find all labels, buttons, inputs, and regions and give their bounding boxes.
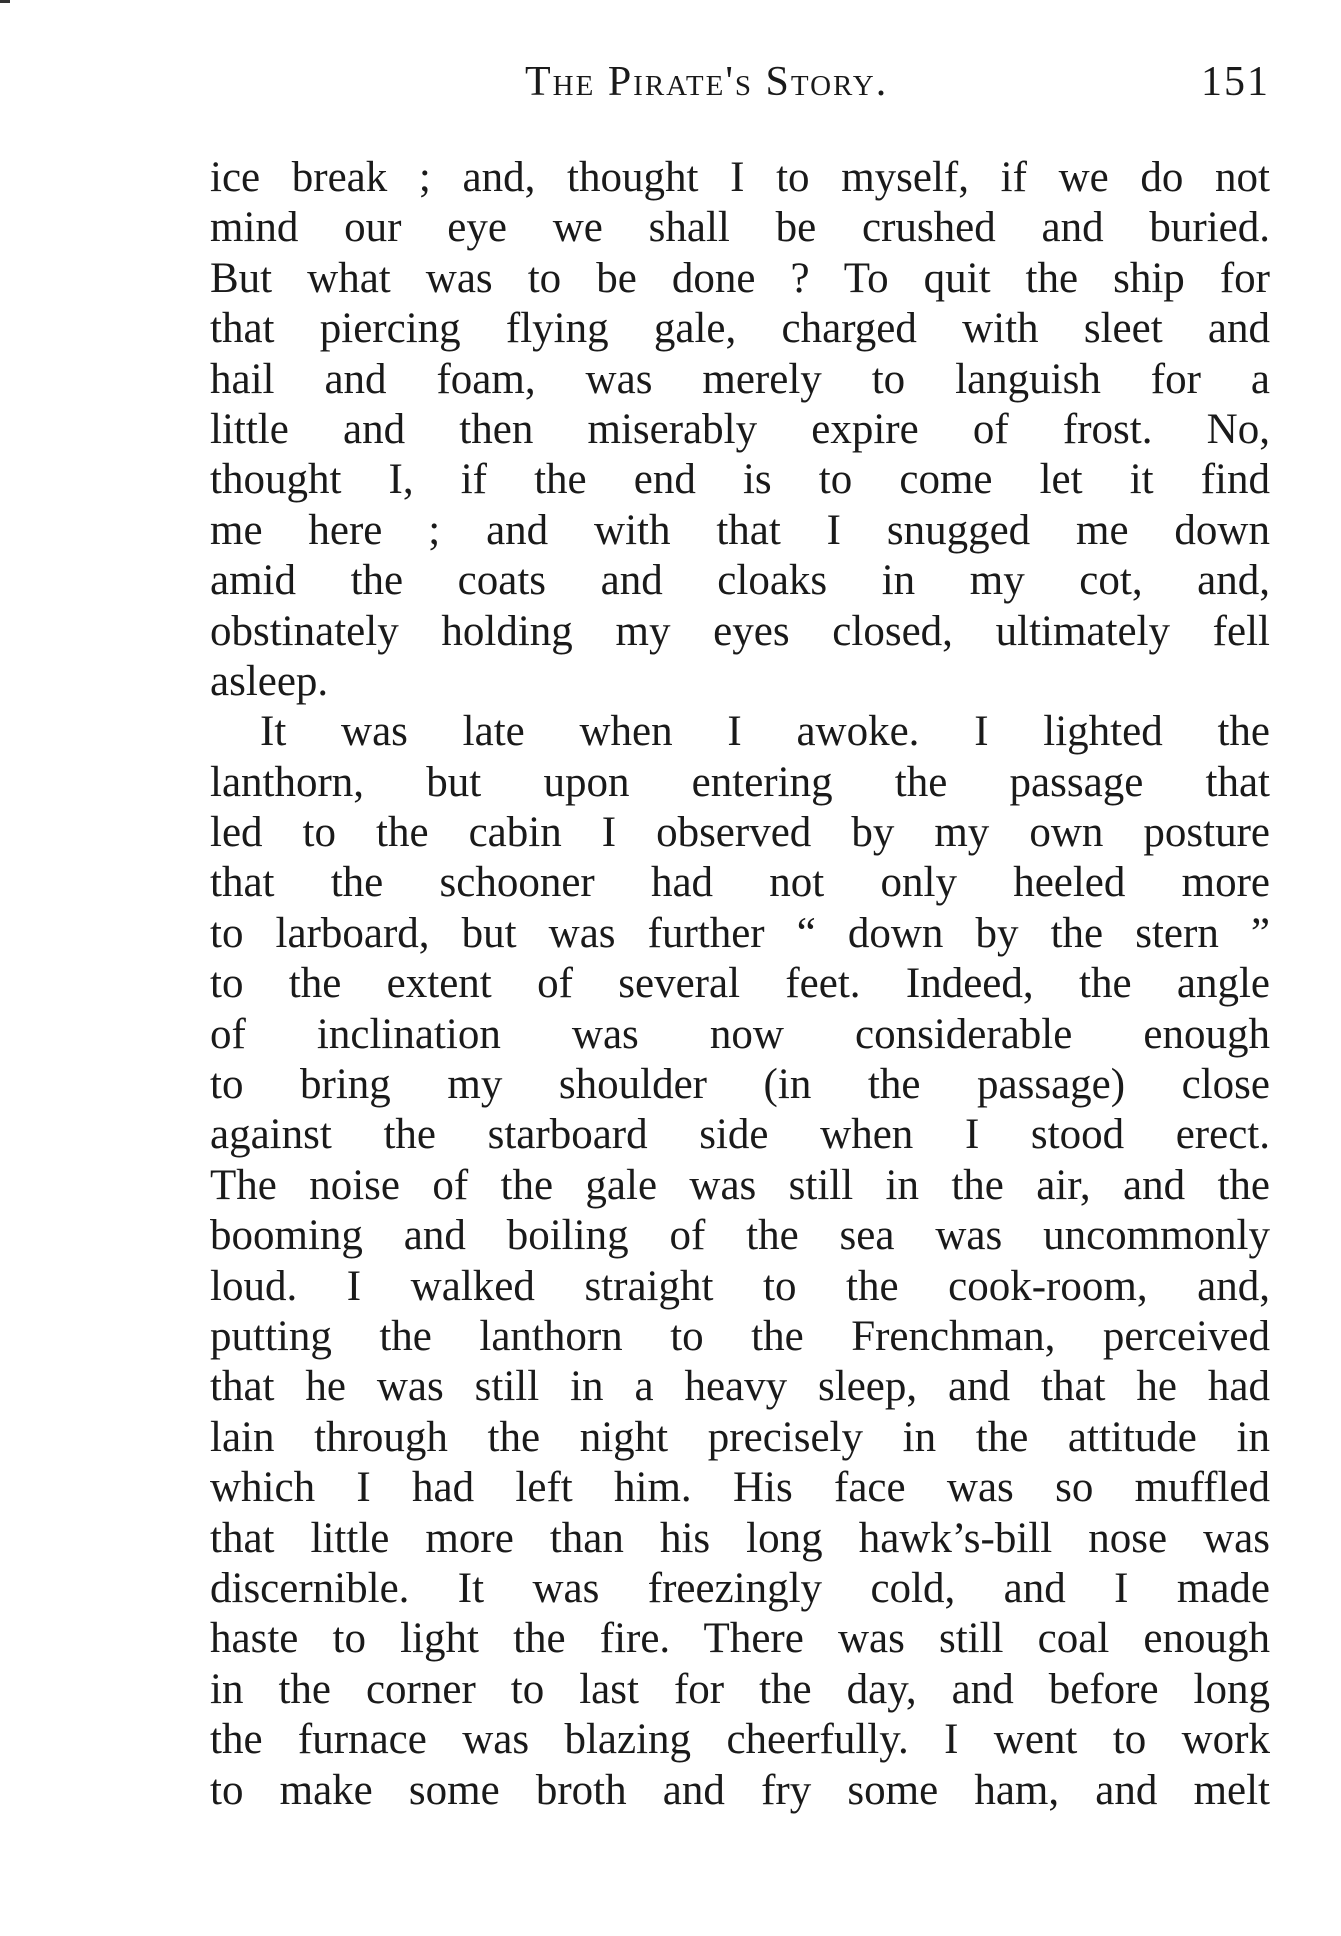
text-line: discernible. It was freezingly cold, and I made xyxy=(210,1564,1270,1612)
running-head xyxy=(210,58,1270,118)
text-line: mind our eye we shall be crushed and buried. xyxy=(210,204,1270,252)
text-line: booming and boiling of the sea was uncommonly xyxy=(210,1212,1270,1260)
text-line: to make some broth and fry some ham, and melt xyxy=(210,1766,1270,1814)
text-line: The noise of the gale was still in the air, and the xyxy=(210,1161,1270,1209)
text-line: ice break ; and, thought I to myself, if we do not xyxy=(210,154,1270,201)
text-line: amid the coats and cloaks in my cot, and, xyxy=(210,557,1270,605)
page-edge-mark xyxy=(0,0,10,3)
page-number: 151 xyxy=(1201,59,1270,105)
text-line: lain through the night precisely in the attitude in xyxy=(210,1413,1270,1461)
text-line: to bring my shoulder (in the passage) close xyxy=(210,1061,1270,1109)
text-line: thought I, if the end is to come let it find xyxy=(210,456,1270,504)
text-line: haste to light the fire. There was still coal enough xyxy=(210,1615,1270,1663)
text-line: that the schooner had not only heeled more xyxy=(210,859,1270,907)
text-line: putting the lanthorn to the Frenchman, perceived xyxy=(210,1312,1270,1360)
text-line: to the extent of several feet. Indeed, the angle xyxy=(210,960,1270,1008)
text-line: But what was to be done ? To quit the ship for xyxy=(210,254,1270,302)
text-line: that piercing flying gale, charged with sleet and xyxy=(210,305,1270,353)
text-line: obstinately holding my eyes closed, ultimately fell xyxy=(210,607,1270,655)
text-line: that little more than his long hawk’s-bill nose was xyxy=(210,1514,1270,1562)
text-line: that he was still in a heavy sleep, and that he had xyxy=(210,1363,1270,1411)
paragraph-1 xyxy=(210,153,1270,707)
text-line: loud. I walked straight to the cook-room, and, xyxy=(210,1262,1270,1310)
text-line: led to the cabin I observed by my own posture xyxy=(210,809,1270,857)
text-line: in the corner to last for the day, and before long xyxy=(210,1665,1270,1713)
text-line: the furnace was blazing cheerfully. I went to work xyxy=(210,1716,1270,1764)
text-line: to larboard, but was further “ down by the stern ” xyxy=(210,909,1270,957)
body-text xyxy=(210,153,1270,1816)
text-line: lanthorn, but upon entering the passage that xyxy=(210,758,1270,806)
text-line: against the starboard side when I stood erect. xyxy=(210,1111,1270,1159)
text-line: hail and foam, was merely to languish for a xyxy=(210,355,1270,403)
text-line: asleep. xyxy=(210,657,329,705)
running-title: The Pirate's Story. xyxy=(525,59,889,105)
text-line: which I had left him. His face was so muffled xyxy=(210,1464,1270,1512)
text-line: of inclination was now considerable enough xyxy=(210,1010,1270,1058)
paragraph-2 xyxy=(210,707,1270,1816)
text-line: me here ; and with that I snugged me down xyxy=(210,506,1270,554)
text-line: It was late when I awoke. I lighted the xyxy=(260,708,1270,756)
text-line: little and then miserably expire of frost. No, xyxy=(210,405,1270,453)
